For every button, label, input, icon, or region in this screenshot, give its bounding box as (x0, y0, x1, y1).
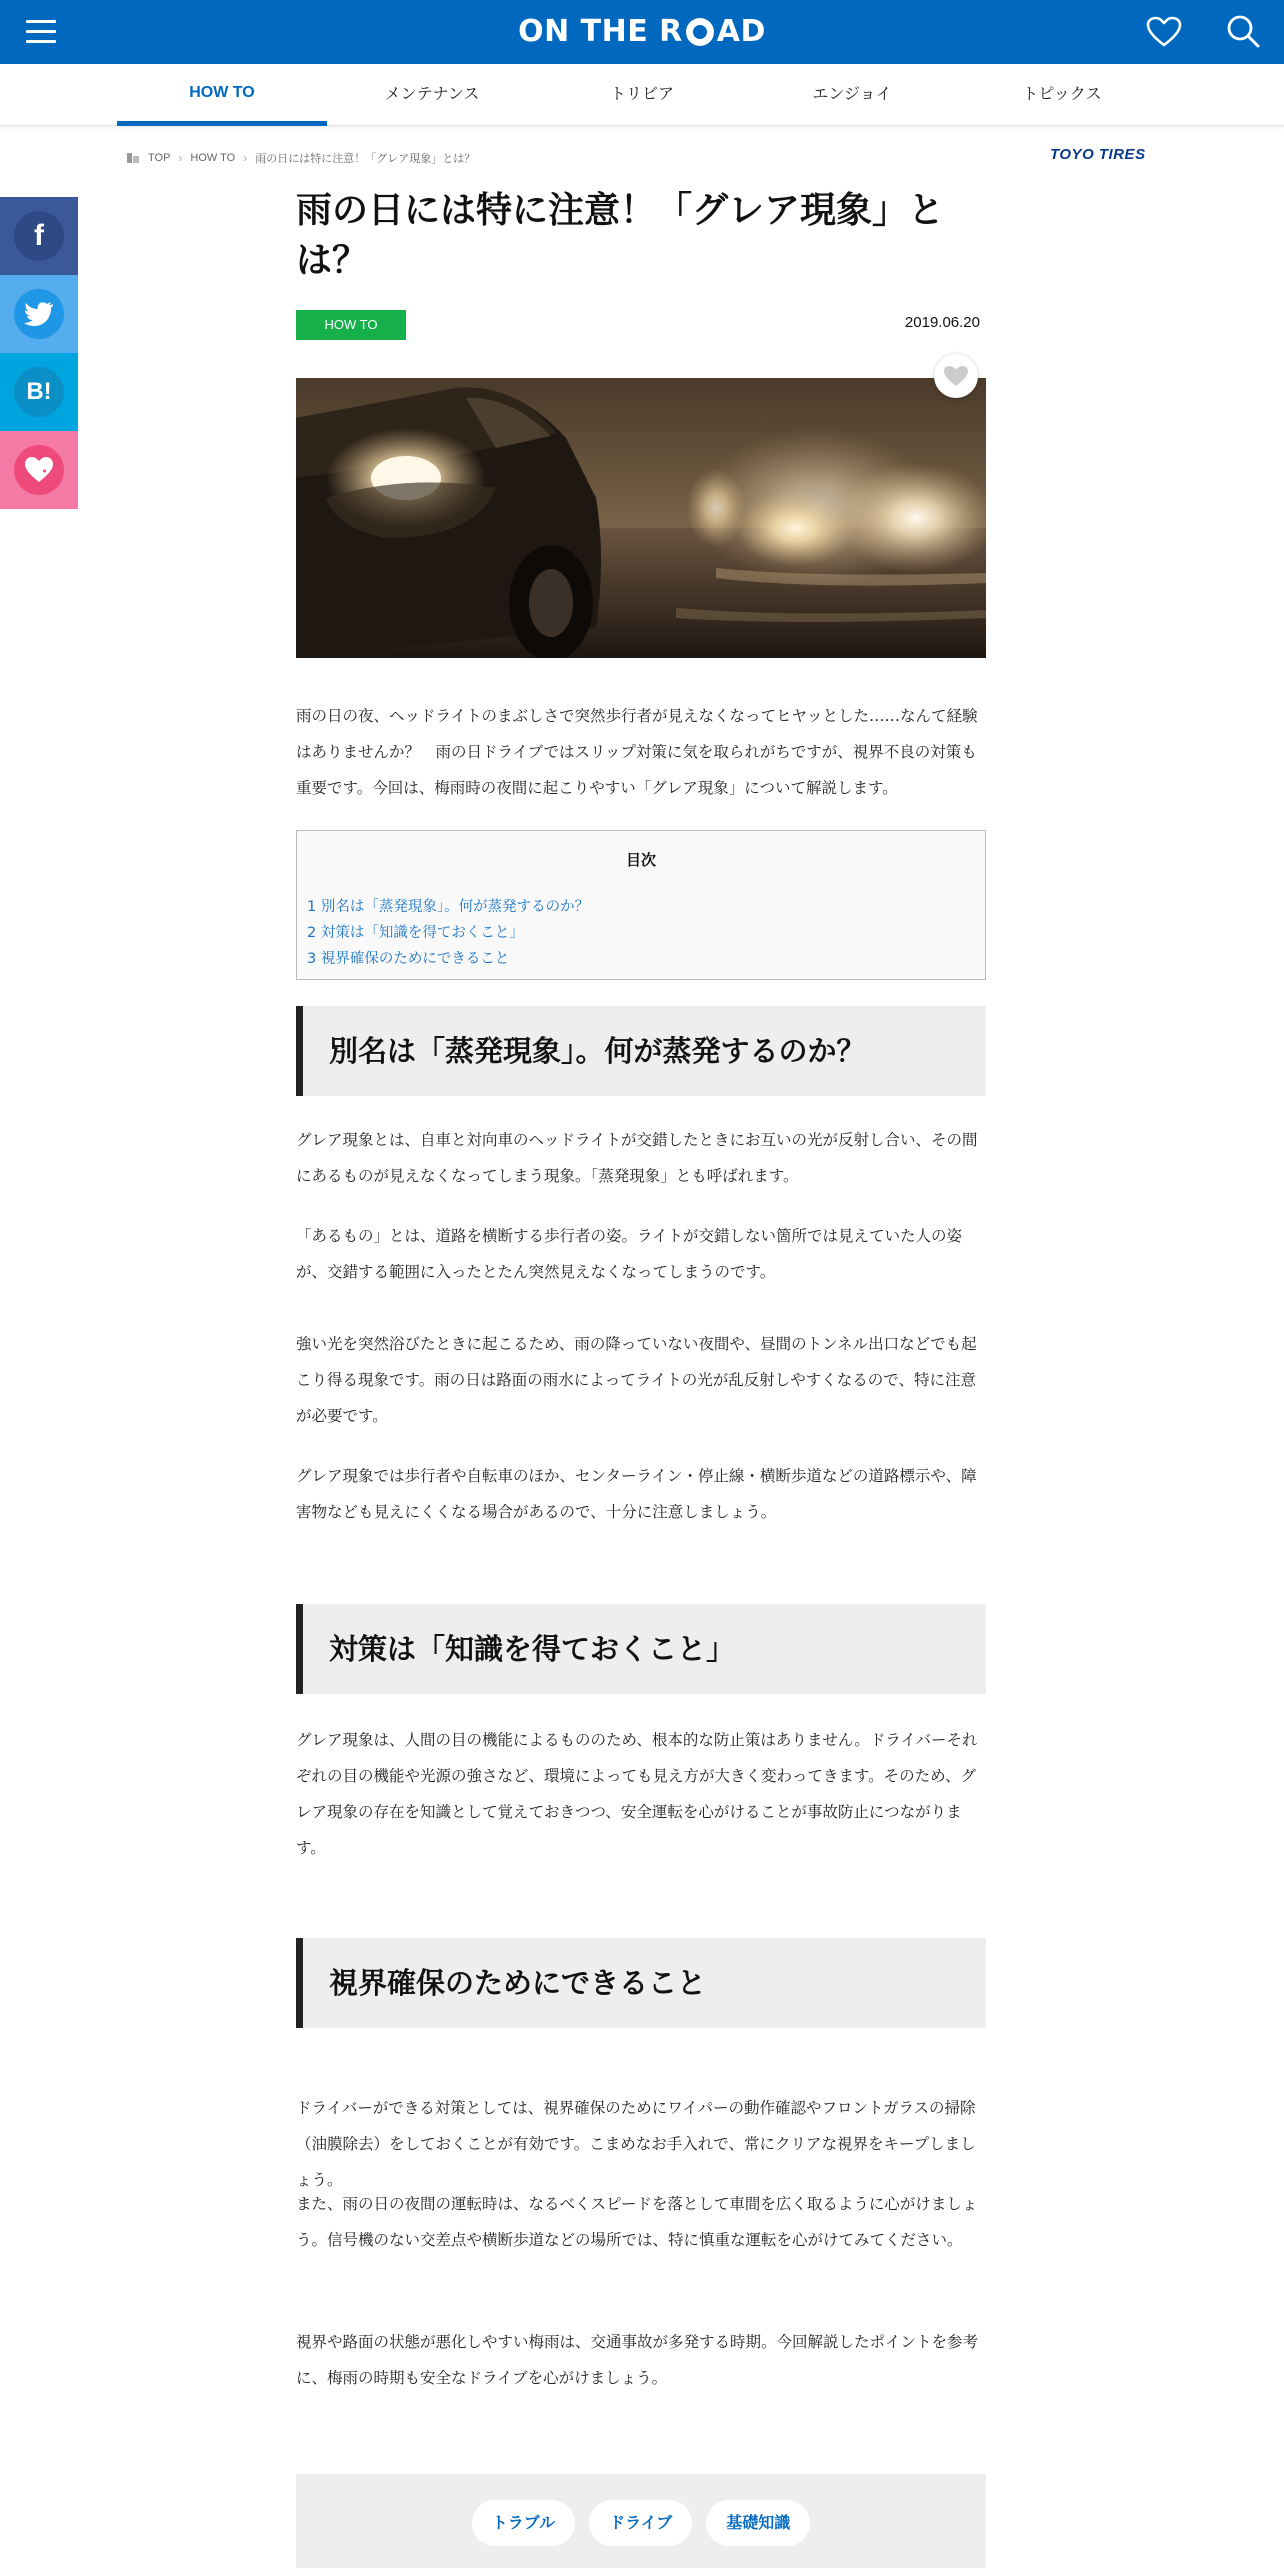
article-title: 雨の日には特に注意！「グレア現象」とは？ (296, 190, 945, 281)
tag-list (296, 2474, 986, 2568)
favorites-heart-icon[interactable] (1146, 16, 1182, 48)
tab-maintenance[interactable]: メンテナンス (384, 86, 480, 103)
share-twitter-button[interactable] (0, 275, 78, 353)
section-heading-3: 視界確保のためにできること (296, 1938, 986, 2028)
breadcrumb-top[interactable]: TOP (148, 152, 171, 164)
section3-paragraph-3: 視界や路面の状態が悪化しやすい梅雨は、交通事故が多発する時期。今回解説したポイントを参考に、梅雨の時期も安全なドライブを心がけましょう。 (296, 2333, 979, 2387)
share-facebook-button[interactable] (0, 197, 78, 275)
facebook-icon: f (34, 219, 44, 252)
tag-basics[interactable]: 基礎知識 (706, 2500, 810, 2546)
tag-drive[interactable]: ドライブ (589, 2500, 692, 2546)
category-badge[interactable]: HOW TO (296, 310, 406, 340)
hero-image (296, 378, 986, 658)
pocket-heart-icon (24, 456, 54, 484)
site-header (0, 0, 1284, 64)
section1-paragraph-1: グレア現象とは、自車と対向車のヘッドライトが交錯したときにお互いの光が反射し合い、その間にあるものが見えなくなってしまう現象。「蒸発現象」とも呼ばれます。 (296, 1131, 978, 1185)
toyo-tires-logo[interactable]: TOYO TIRES (1050, 146, 1146, 163)
tag-trouble[interactable]: トラブル (472, 2500, 575, 2546)
breadcrumb (126, 150, 475, 166)
logo-wheel-icon (686, 18, 714, 46)
logo-text-start: ON THE R (518, 14, 683, 49)
twitter-bird-icon (24, 301, 54, 327)
tab-trivia[interactable]: トリビア (609, 86, 674, 103)
section1-paragraph-3: 強い光を突然浴びたときに起こるため、雨の降っていない夜間や、昼間のトンネル出口などでも起こり得る現象です。雨の日は路面の雨水によってライトの光が乱反射しやすくなるので、特に注意が必要です。 (296, 1335, 977, 1425)
toc-title: 目次 (625, 851, 656, 869)
share-pocket-button[interactable] (0, 431, 78, 509)
search-icon[interactable] (1226, 14, 1260, 48)
chevron-right-icon: › (243, 151, 248, 165)
section1-paragraph-2: 「あるもの」とは、道路を横断する歩行者の姿。ライトが交錯しない箇所では見えていた人の姿が、交錯する範囲に入ったとたん突然見えなくなってしまうのです。 (296, 1227, 963, 1281)
section2-paragraph-1: グレア現象は、人間の目の機能によるもののため、根本的な防止策はありません。ドライバーそれぞれの目の機能や光源の強さなど、環境によっても見え方が大きく変わってきます。そのため、グレア現象の存在を知識として覚えておきつつ、安全運転を心がけることが事故防止につながります。 (296, 1731, 978, 1857)
tab-enjoy[interactable]: エンジョイ (812, 86, 892, 103)
logo-text-end: AD (716, 14, 766, 49)
heart-icon (943, 365, 969, 387)
toc-link-2[interactable]: 2 対策は「知識を得ておくこと」 (307, 925, 524, 941)
toc-link-3[interactable]: 3 視界確保のためにできること (307, 951, 510, 967)
tab-how-to[interactable]: HOW TO (117, 64, 327, 126)
article-intro: 雨の日の夜、ヘッドライトのまぶしさで突然歩行者が見えなくなってヒヤッとした……なんて経験はありませんか？ 雨の日ドライブではスリップ対策に気を取られがちですが、視界不良の対策も重要です。今回は、梅雨時の夜間に起こりやすい「グレア現象」について解説します。 (296, 707, 978, 797)
category-nav (0, 64, 1284, 126)
tab-topics[interactable]: トピックス (1022, 86, 1102, 103)
section1-paragraph-4: グレア現象では歩行者や自転車のほか、センターライン・停止線・横断歩道などの道路標示や、障害物なども見えにくくなる場合があるので、十分に注意しましょう。 (296, 1467, 977, 1521)
publish-date: 2019.06.20 (904, 314, 980, 331)
section3-paragraph-2: また、雨の日の夜間の運転時は、なるべくスピードを落として車間を広く取るように心がけましょう。信号機のない交差点や横断歩道などの場所では、特に慎重な運転を心がけてみてください。 (296, 2195, 978, 2249)
home-icon (126, 152, 140, 164)
hatena-bookmark-icon: B! (26, 378, 52, 405)
favorite-button[interactable] (934, 354, 978, 398)
breadcrumb-current: 雨の日には特に注意！「グレア現象」とは？ (255, 153, 476, 165)
section3-paragraph-1: ドライバーができる対策としては、視界確保のためにワイパーの動作確認やフロントガラスの掃除（油膜除去）をしておくことが有効です。こまめなお手入れで、常にクリアな視界をキープしましょう。 (296, 2099, 976, 2189)
site-logo[interactable] (0, 14, 1284, 49)
chevron-right-icon: › (178, 151, 183, 165)
toc-link-1[interactable]: 1 別名は「蒸発現象」。何が蒸発するのか？ (307, 899, 590, 915)
section-heading-2: 対策は「知識を得ておくこと」 (296, 1604, 986, 1694)
breadcrumb-how-to[interactable]: HOW TO (190, 152, 236, 164)
table-of-contents (296, 830, 986, 980)
section-heading-1: 別名は「蒸発現象」。何が蒸発するのか？ (296, 1006, 986, 1096)
share-hatena-button[interactable] (0, 353, 78, 431)
